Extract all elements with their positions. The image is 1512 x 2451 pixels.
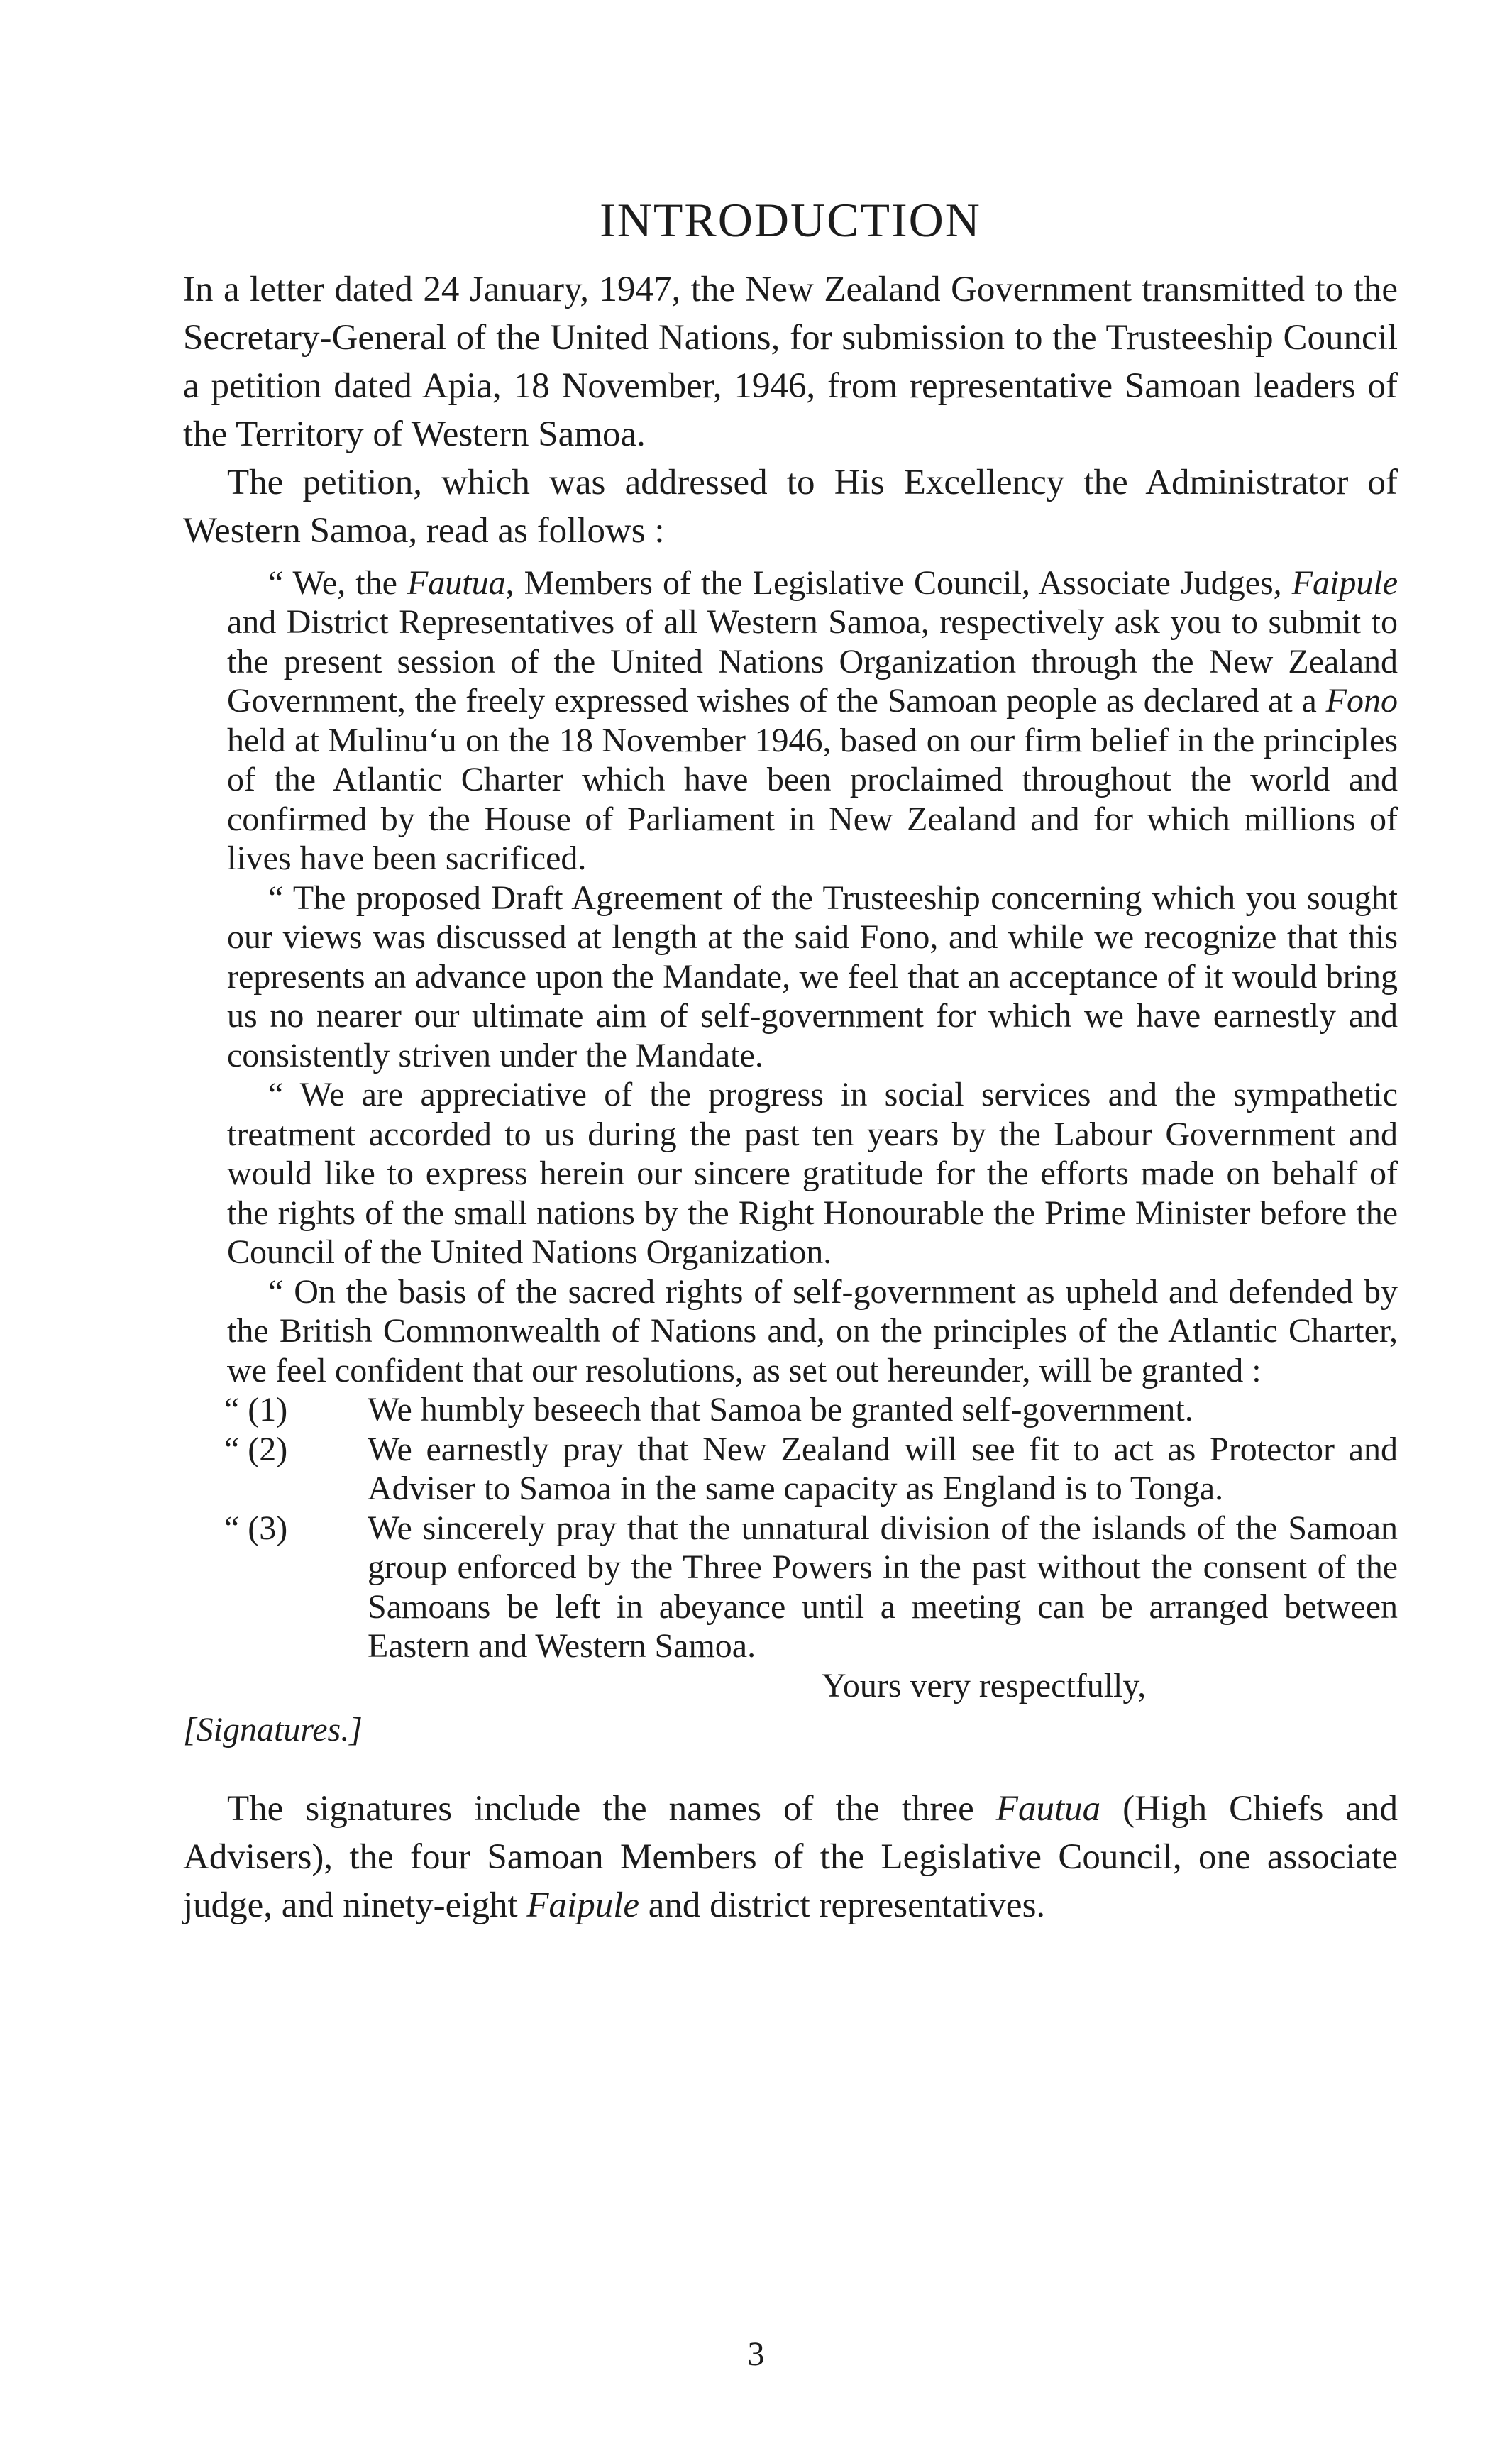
petition-quote [227, 563, 1398, 1391]
petition-lead-paragraph: The petition, which was addressed to His Excellency the Administrator of Western Samoa, read as follows : [183, 462, 1398, 551]
resolution-2 [183, 1430, 1398, 1509]
page-number: 3 [747, 2335, 765, 2373]
term-fautua: Fautua [995, 1789, 1101, 1829]
term-fono: Fono [1325, 682, 1398, 720]
resolution-1 [183, 1390, 1398, 1430]
intro-paragraph: In a letter dated 24 January, 1947, the New Zealand Government transmitted to the Secretary-General of the United Nations, for submission to the Trusteeship Council a petition dated Apia, 18 November, 1946, from representative Samoan leaders of the Territory of Western Samoa. [183, 269, 1398, 454]
closing-salutation: Yours very respectfully, [822, 1666, 1147, 1704]
quote-paragraph-3: “ We are appreciative of the progress in social services and the sympathetic treatment accorded to us during the past ten years by the Labour Government and would like to express herein our sincere gratitude for the efforts made on behalf of the rights of the small nations by the Right Honourable the Prime Minister before the Council of the United Nations Organization. [227, 1076, 1398, 1272]
signatures-summary-paragraph: The signatures include the names of the three Fautua (High Chiefs and Advisers), the four Samoan Members of the Legislative Council, one associate judge, and ninety-eight Faipule and district representatives. [183, 1789, 1398, 1926]
page-content [183, 192, 1398, 1929]
quote-paragraph-4: “ On the basis of the sacred rights of self-government as upheld and defended by the British Commonwealth of Nations and, on the principles of the Atlantic Charter, we feel confident that our resolutions, as set out hereunder, will be granted : [227, 1272, 1398, 1389]
resolution-number: “ (3) [224, 1509, 288, 1547]
resolution-text: We humbly beseech that Samoa be granted self-government. [368, 1391, 1193, 1429]
quote-paragraph-2: “ The proposed Draft Agreement of the Trusteeship concerning which you sought our views was discussed at length at the said Fono, and while we recognize that this represents an advance upon the Mandate, we feel that an acceptance of it would bring us no nearer our ultimate aim of self-government for which we have earnestly and consistently striven under the Mandate. [227, 878, 1398, 1074]
term-faipule: Faipule [1291, 563, 1398, 602]
resolution-3 [183, 1509, 1398, 1666]
resolution-number: “ (2) [224, 1430, 288, 1468]
quote-paragraph-1: “ We, the Fautua, Members of the Legislative Council, Associate Judges, Faipule and District Representatives of all Western Samoa, respectively ask you to submit to the present session of the United Nations Organization through the New Zealand Government, the freely expressed wishes of the Samoan people as declared at a Fono held at Mulinu‘u on the 18 November 1946, based on our firm belief in the principles of the Atlantic Charter which have been proclaimed throughout the world and confirmed by the House of Parliament in New Zealand and for which millions of lives have been sacrificed. [227, 563, 1398, 878]
term-fautua: Fautua [407, 563, 506, 602]
resolution-text: We earnestly pray that New Zealand will see fit to act as Protector and Adviser to Samoa in the same capacity as England is to Tonga. [368, 1430, 1398, 1508]
page-title: INTRODUCTION [600, 193, 981, 247]
resolution-number: “ (1) [224, 1391, 288, 1429]
signatures-note: [Signatures.] [183, 1711, 363, 1749]
resolution-text: We sincerely pray that the unnatural division of the islands of the Samoan group enforced by the Three Powers in the past without the consent of the Samoans be left in abeyance until a meeting can be arranged between Eastern and Western Samoa. [368, 1509, 1398, 1665]
term-faipule: Faipule [526, 1885, 640, 1926]
